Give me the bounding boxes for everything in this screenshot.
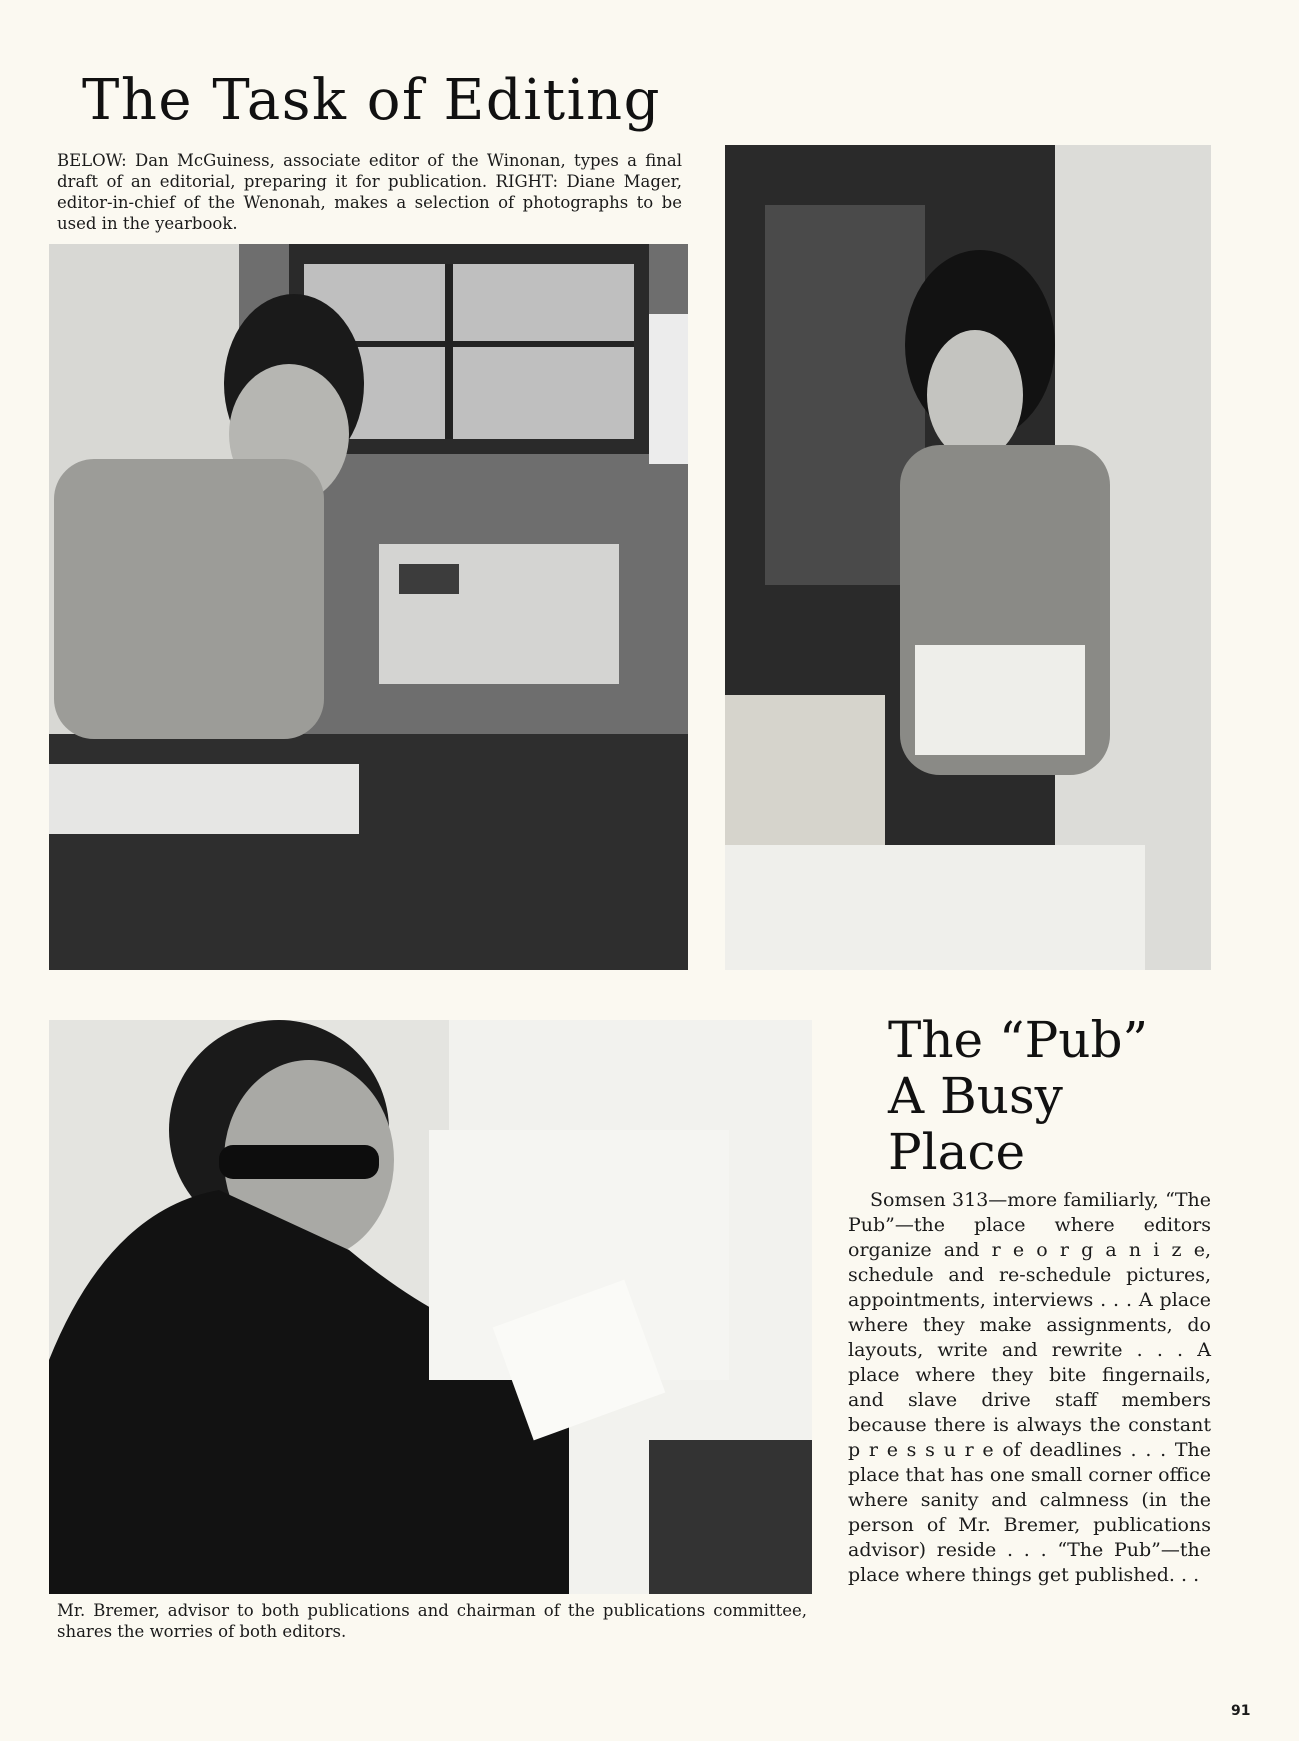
- photo-advisor: [49, 1020, 812, 1594]
- page-number: 91: [1231, 1703, 1251, 1719]
- page-title: The Task of Editing: [82, 68, 661, 133]
- pub-title-line-2: A Busy: [888, 1067, 1063, 1125]
- bottom-caption: Mr. Bremer, advisor to both publications and chairman of the publications committee, shares the worries of both editors.: [57, 1601, 807, 1641]
- pub-section-title: [888, 1012, 1218, 1180]
- yearbook-editor-image: [725, 145, 1211, 970]
- advisor-image: [49, 1020, 812, 1594]
- pub-body-text: Somsen 313—more familiarly, “The Pub”—the place where editors organize and r e o r g a n i z e, schedule and re-schedule pictures, appointments, interviews . . . A place where they make assignments, do layouts, write and rewrite . . . A place where they bite fingernails, and slave drive staff members because there is always the constant p r e s s u r e of deadlines . . . The place that has one small corner office where sanity and calmness (in the person of Mr. Bremer, publications advisor) reside . . . “The Pub”—the place where things get published. . .: [848, 1189, 1211, 1586]
- photo-typing-editor: [49, 244, 688, 970]
- top-caption: BELOW: Dan McGuiness, associate editor of the Winonan, types a final draft of an editorial, preparing it for publication. RIGHT: Diane Mager, editor-in-chief of the Wenonah, makes a selection of photographs to be used in the yearbook.: [57, 151, 682, 233]
- pub-title-line-1: The “Pub”: [888, 1011, 1149, 1069]
- typing-editor-image: [49, 244, 688, 970]
- photo-yearbook-editor: [725, 145, 1211, 970]
- pub-title-line-3: Place: [888, 1123, 1026, 1181]
